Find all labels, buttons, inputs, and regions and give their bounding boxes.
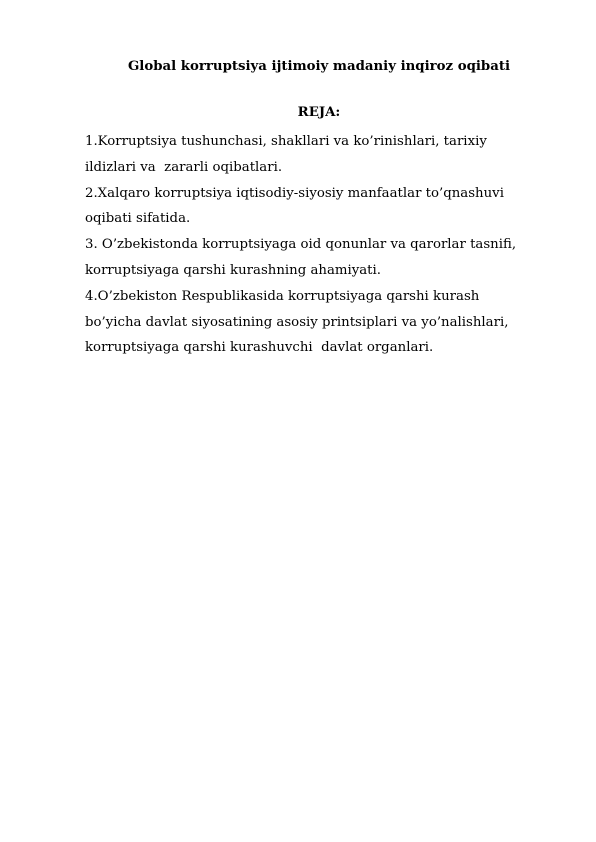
plan-item-1	[85, 129, 555, 181]
plan-list	[85, 129, 555, 361]
plan-item-2	[85, 181, 555, 233]
plan-item-line: 4.O’zbekiston Respublikasida korruptsiyaga qarshi kurash	[85, 288, 480, 304]
plan-item-line: 2.Xalqaro korruptsiya iqtisodiy-siyosiy manfaatlar to’qnashuvi	[85, 185, 504, 201]
plan-item-4	[85, 284, 555, 361]
document-title: Global korruptsiya ijtimoiy madaniy inqiroz oqibati	[127, 59, 511, 74]
plan-heading: REJA:	[297, 105, 341, 120]
plan-item-line: bo’yicha davlat siyosatining asosiy printsiplari va yo’nalishlari,	[85, 314, 509, 330]
plan-item-line: ildizlari va zararli oqibatlari.	[85, 159, 283, 175]
plan-item-3	[85, 232, 555, 284]
plan-item-line: oqibati sifatida.	[85, 211, 191, 227]
plan-item-line: 1.Korruptsiya tushunchasi, shakllari va ko’rinishlari, tarixiy	[85, 134, 487, 149]
plan-item-line: korruptsiyaga qarshi kurashning ahamiyati.	[85, 262, 381, 278]
plan-item-line: 3. O’zbekistonda korruptsiyaga oid qonunlar va qarorlar tasnifi,	[85, 237, 517, 253]
plan-item-line: korruptsiyaga qarshi kurashuvchi davlat organlari.	[85, 340, 434, 356]
